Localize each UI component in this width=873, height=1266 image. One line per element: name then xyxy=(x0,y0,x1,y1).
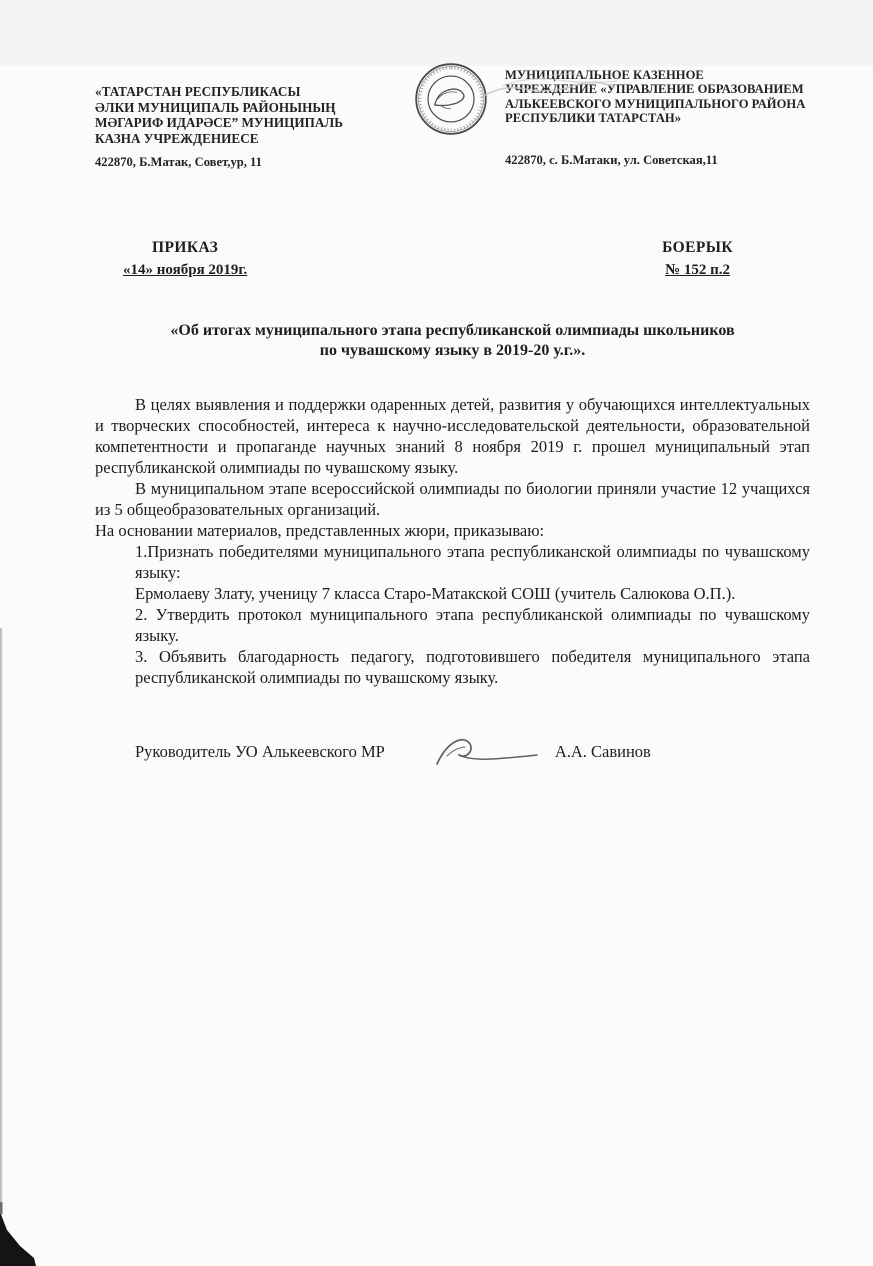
order-heading-right xyxy=(662,239,733,279)
org-tatar-line: «ТАТАРСТАН РЕСПУБЛИКАСЫ xyxy=(95,84,301,99)
scanned-document-page xyxy=(0,66,873,1266)
order-subject xyxy=(95,321,810,361)
org-russian-line: АЛЬКЕЕВСКОГО МУНИЦИПАЛЬНОГО РАЙОНА xyxy=(505,96,806,111)
handwritten-signature xyxy=(433,732,543,772)
org-russian-line: МУНИЦИПАЛЬНОЕ КАЗЕННОЕ xyxy=(505,68,704,82)
signatory-name: А.А. Савинов xyxy=(554,741,651,761)
org-tatar-line: КАЗНА УЧРЕЖДЕНИЕСЕ xyxy=(95,130,259,146)
org-address-left: 422870, Б.Матак, Совет,ур, 11 xyxy=(95,155,262,170)
signatory-position: Руководитель УО Алькеевского МР xyxy=(135,741,385,761)
org-russian-line: УЧРЕЖДЕНИЕ «УПРАВЛЕНИЕ ОБРАЗОВАНИЕМ xyxy=(505,82,804,97)
order-number: № 152 п.2 xyxy=(665,261,731,278)
subject-line: по чувашскому языку в 2019-20 у.г.». xyxy=(319,341,586,359)
scan-edge-shadow xyxy=(0,628,3,1266)
subject-line: «Об итогах муниципального этапа республиканской олимпиады школьников xyxy=(170,321,735,339)
org-tatar-line: МӘГАРИФ ИДАРӘСЕ” МУНИЦИПАЛЬ xyxy=(95,115,343,131)
signature-block xyxy=(135,732,810,772)
org-address-right: 422870, с. Б.Матаки, ул. Советская,11 xyxy=(505,152,718,167)
body-paragraph: В целях выявления и поддержки одаренных детей, развития у обучающихся интеллектуальных и творческих способностей, интереса к научно-исследовательской деятельности, образовательной компетентности и пропаганде научных знаний 8 ноября 2019 г. прошел муниципальный этап республиканской олимпиады по чувашскому языку. xyxy=(95,394,810,477)
order-date: «14» ноября 2019г. xyxy=(123,261,248,278)
order-item-1-winner: Ермолаеву Злату, ученицу 7 класса Старо-Матакской СОШ (учитель Салюкова О.П.). xyxy=(135,583,736,603)
order-body xyxy=(95,394,810,688)
order-item-1: 1.Признать победителями муниципального этапа республиканской олимпиады по чувашскому языку: xyxy=(135,541,810,582)
order-title-prikaz: ПРИКАЗ xyxy=(152,238,219,256)
order-title-boeryk: БОЕРЫК xyxy=(662,238,733,256)
order-heading xyxy=(95,239,778,279)
pencil-scribble-artifact xyxy=(472,68,657,114)
org-russian-line: РЕСПУБЛИКИ ТАТАРСТАН» xyxy=(505,111,682,126)
order-item-2: 2. Утвердить протокол муниципального этапа республиканской олимпиады по чувашскому языку. xyxy=(135,604,810,645)
order-heading-left xyxy=(123,239,247,279)
order-item-3: 3. Объявить благодарность педагогу, подготовившего победителя муниципального этапа республиканской олимпиады по чувашскому языку. xyxy=(135,646,810,687)
org-name-tatar xyxy=(95,66,397,171)
scan-corner-mark xyxy=(0,1202,44,1266)
body-paragraph: На основании материалов, представленных жюри, приказываю: xyxy=(95,520,545,540)
org-tatar-line: ӘЛКИ МУНИЦИПАЛЬ РАЙОНЫНЫҢ xyxy=(95,99,336,115)
order-items xyxy=(135,541,810,688)
body-paragraph: В муниципальном этапе всероссийской олимпиады по биологии приняли участие 12 учащихся из 5 общеобразовательных организаций. xyxy=(95,478,810,519)
letterhead xyxy=(95,66,813,171)
